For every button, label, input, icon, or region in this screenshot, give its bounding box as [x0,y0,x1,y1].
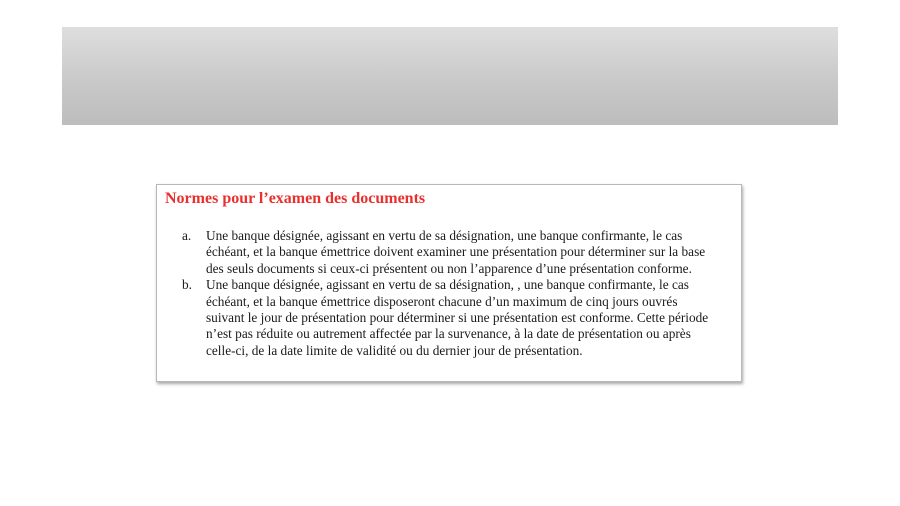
list-item-marker: a. [182,228,192,243]
list-item [182,228,712,277]
slide-header-band [62,27,838,125]
list-item-text: Une banque désignée, agissant en vertu de sa désignation, une banque confirmante, le cas échéant, et la banque émettrice doivent examiner une présentation pour déterminer sur la base des seuls documents si ceux-ci présentent ou non l’apparence d’une présentation conforme. [206,228,706,276]
list-item [182,277,712,359]
section-title: Normes pour l’examen des documents [165,190,426,207]
list-item-text: Une banque désignée, agissant en vertu de sa désignation, , une banque confirmante, le cas échéant, et la banque émettrice disposeront chacune d’un maximum de cinq jours ouvrés suivant le jour de présentation pour déterminer si une présentation est conforme. Cette période n’est pas réduite ou autrement affectée par la survenance, à la date de présentation ou après celle-ci, de la date limite de validité ou du dernier jour de présentation. [206,277,709,358]
document-excerpt-box [156,184,742,382]
rules-list [182,228,712,359]
list-item-marker: b. [182,277,192,293]
